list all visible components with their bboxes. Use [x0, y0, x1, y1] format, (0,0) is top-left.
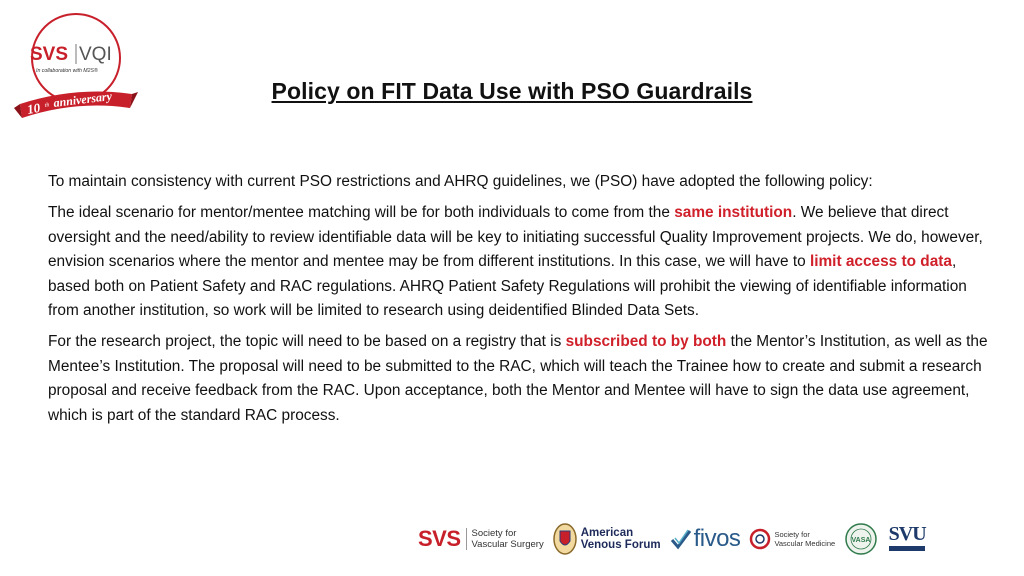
svm-name: [774, 530, 835, 548]
logo-ribbon-suffix: th: [44, 102, 50, 109]
svm-name-line-1: Society for: [774, 530, 810, 539]
scenario-text-1: The ideal scenario for mentor/mentee matching will be for both individuals to come from the: [48, 204, 675, 222]
fivos-logo: [670, 525, 741, 553]
highlight-limit-access: limit access to data: [809, 253, 952, 271]
scenario-text-2: . We believe that direct oversight and the need/ability to review identifiable data will be key to initiating successful Quality Improvement projects. We do, however, envision scenarios where the mentor and mentee may be from different institutions. In this case, we will have to: [48, 204, 983, 271]
vasa-seal-logo: [844, 522, 878, 556]
svs-name-line-2: Vascular Surgery: [471, 539, 544, 550]
partner-logos: [418, 516, 928, 562]
paragraph-research: [48, 330, 988, 428]
avf-logo: [553, 523, 661, 555]
page-title: Policy on FIT Data Use with PSO Guardrails: [271, 78, 753, 104]
avf-name-line-2: Venous Forum: [580, 539, 661, 551]
svu-bar-icon: [887, 544, 927, 554]
svs-name: [466, 528, 544, 550]
paragraph-intro: [48, 170, 988, 194]
highlight-same-institution: same institution: [674, 204, 793, 222]
avf-shield-icon: [553, 523, 577, 555]
research-text-2: the Mentor’s Institution, as well as the Mentee’s Institution. The proposal will need to be submitted to the RAC, which will teach the Trainee how to create and submit a research proposal and receive feedback from the RAC. Upon acceptance, both the Mentor and Mentee will have to sign the data use agreement, which is part of the standard RAC process.: [48, 333, 988, 424]
avf-name-line-1: American: [580, 527, 634, 539]
svu-logo: [887, 524, 927, 554]
paragraph-scenario: [48, 201, 988, 323]
logo-ribbon-number: 10: [25, 99, 42, 117]
fivos-name: fivos: [693, 525, 741, 552]
avf-name: [581, 527, 661, 551]
svm-logo: [749, 528, 835, 550]
svu-name: SVU: [888, 523, 926, 545]
logo-vqi-text: VQI: [79, 44, 112, 65]
policy-body: [48, 170, 988, 435]
research-text-1: For the research project, the topic will need to be based on a registry that is: [48, 333, 566, 351]
svm-circle-icon: [749, 528, 771, 550]
svs-mark: SVS: [418, 526, 461, 551]
svm-name-line-2: Vascular Medicine: [774, 539, 836, 548]
logo-ribbon-word: anniversary: [52, 88, 113, 110]
highlight-subscribed: subscribed to by both: [565, 333, 727, 351]
svs-logo: [418, 526, 544, 552]
fivos-check-icon: [670, 528, 692, 550]
paragraph-intro-text: To maintain consistency with current PSO restrictions and AHRQ guidelines, we (PSO) have adopted the following policy:: [48, 173, 873, 190]
scenario-text-3: , based both on Patient Safety and RAC regulations. AHRQ Patient Safety Regulations will prohibit the viewing of identifiable information from another institution, so work will be limited to research using deidentified Blinded Data Sets.: [48, 253, 967, 320]
logo-tagline: In collaboration with M2S®: [36, 68, 98, 74]
logo-svs-text: SVS: [30, 44, 69, 65]
svs-name-line-1: Society for: [471, 528, 517, 539]
vasa-text: VASA: [851, 537, 871, 544]
